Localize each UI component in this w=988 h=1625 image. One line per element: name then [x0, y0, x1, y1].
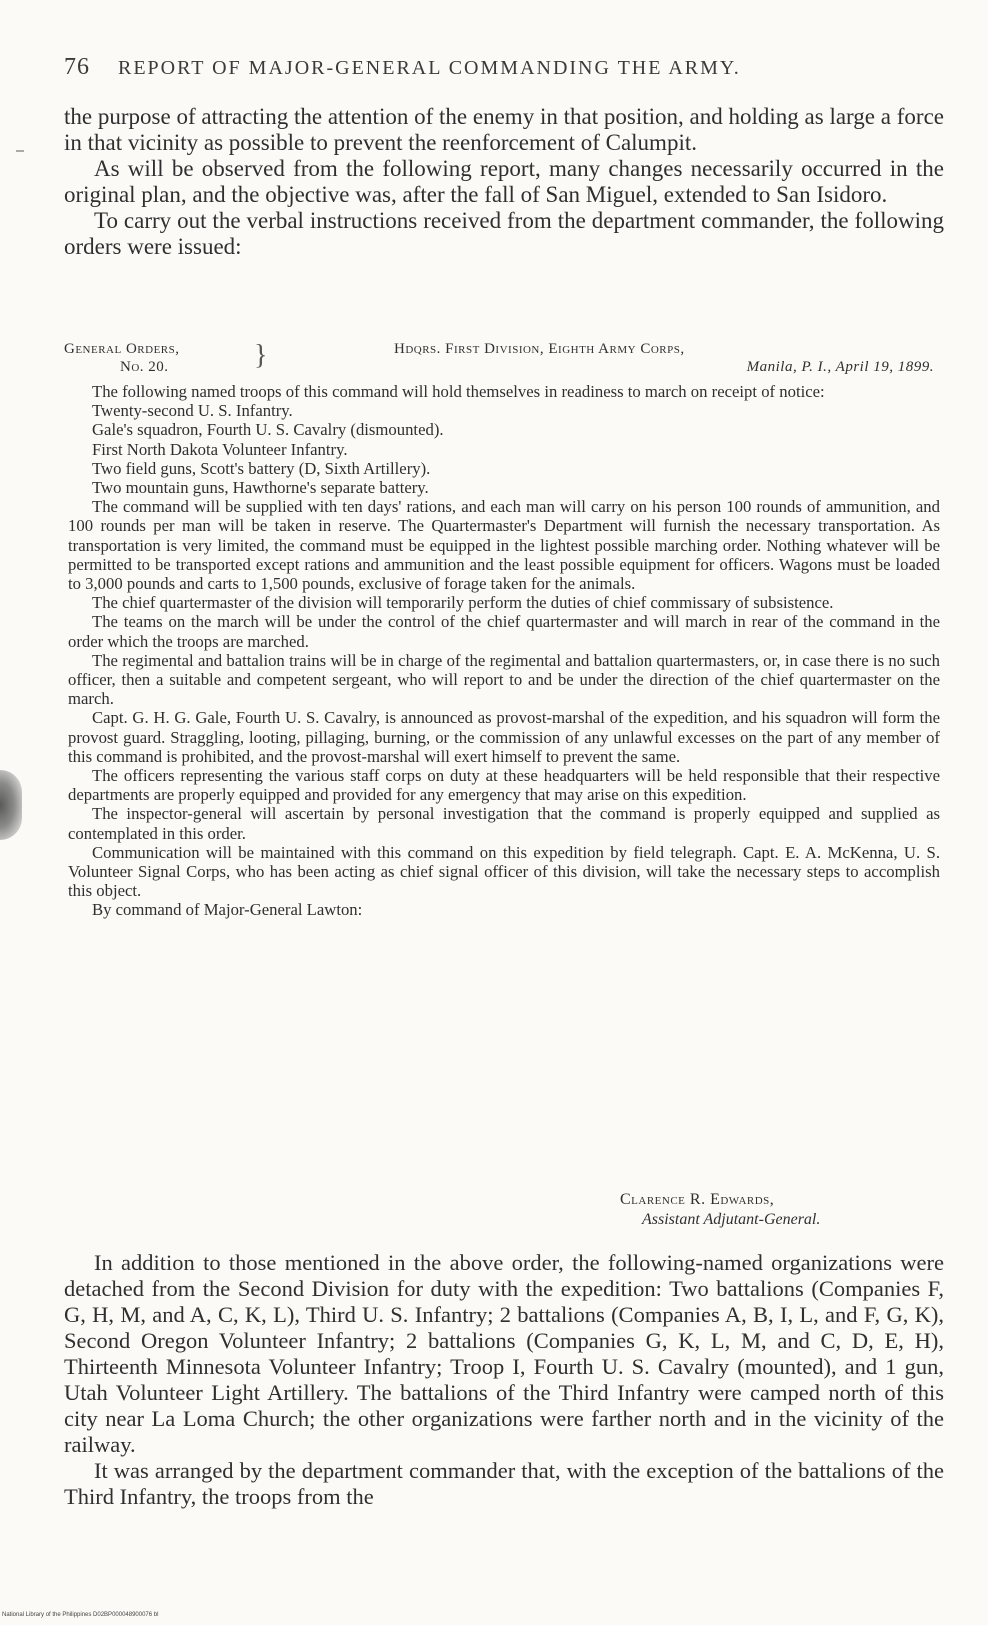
- signatory-name: Clarence R. Edwards,: [620, 1191, 775, 1208]
- intro-paragraph: As will be observed from the following report, many changes necessarily occurred in the original plan, and the objective was, after the fall of San Miguel, extended to San Isidoro.: [64, 156, 944, 207]
- brace-glyph: }: [254, 340, 268, 371]
- troop-list: [68, 401, 940, 497]
- troop-list-item: Two field guns, Scott's battery (D, Sixth Artillery).: [92, 458, 431, 478]
- general-order-body: [68, 382, 940, 920]
- troop-list-item: First North Dakota Volunteer Infantry.: [92, 439, 348, 459]
- order-paragraph: The following named troops of this command will hold themselves in readiness to march on receipt of notice:: [92, 382, 825, 401]
- order-number-block: [64, 340, 268, 376]
- order-headquarters-block: [394, 340, 944, 376]
- order-label: General Orders,: [64, 341, 180, 357]
- running-title: REPORT OF MAJOR-GENERAL COMMANDING THE ARMY.: [118, 57, 741, 79]
- signature-block: [620, 1190, 940, 1230]
- order-dateline: Manila, P. I., April 19, 1899.: [746, 359, 934, 375]
- signatory-title: Assistant Adjutant-General.: [642, 1211, 821, 1228]
- order-paragraph: The teams on the march will be under the control of the chief quartermaster and will march in rear of the command in the order which the troops are marched.: [68, 612, 940, 651]
- scan-thumb-shadow: [0, 770, 22, 840]
- margin-mark: [16, 150, 24, 152]
- troop-list-item: Gale's squadron, Fourth U. S. Cavalry (dismounted).: [92, 420, 444, 440]
- order-paragraph: The officers representing the various staff corps on duty at these headquarters will be held responsible that their respective departments are properly equipped and provided for any emergency that may arise on this expedition.: [68, 766, 940, 805]
- headquarters-line: Hdqrs. First Division, Eighth Army Corps,: [394, 341, 685, 357]
- troop-list-item: Two mountain guns, Hawthorne's separate battery.: [92, 478, 429, 498]
- order-number: No. 20.: [120, 359, 169, 375]
- order-paragraph: The chief quartermaster of the division will temporarily perform the duties of chief commissary of subsistence.: [92, 593, 834, 613]
- intro-text: [64, 104, 944, 260]
- order-paragraph: The command will be supplied with ten days' rations, and each man will carry on his person 100 rounds of ammunition, and 100 rounds per man will be taken in reserve. The Quartermaster's Department will furnish the necessary transportation. As transportation is very limited, the command must be equipped in the lightest possible marching order. Nothing whatever will be permitted to be transported except rations and ammunition and the least possible equipment for officers. Wagons must be loaded to 3,000 pounds and carts to 1,500 pounds, exclusive of forage taken for the animals.: [68, 497, 940, 594]
- order-paragraph: Communication will be maintained with this command on this expedition by field telegraph. Capt. E. A. McKenna, U. S. Volunteer Signal Corps, who has been acting as chief signal officer of this division, will take the necessary steps to accomplish this object.: [68, 842, 940, 901]
- order-paragraph: Capt. G. H. G. Gale, Fourth U. S. Cavalry, is announced as provost-marshal of the expedition, and his squadron will form the provost guard. Straggling, looting, pillaging, burning, or the commission of any unlawful excesses on the part of any member of this command is prohibited, and the provost-marshal will exert himself to prevent the same.: [68, 708, 940, 766]
- order-paragraph: The regimental and battalion trains will be in charge of the regimental and battalion quartermasters, or, in case there is no such officer, then a suitable and competent sergeant, who will report to and be under the direction of the chief quartermaster on the march.: [68, 650, 940, 709]
- order-paragraph: The inspector-general will ascertain by personal investigation that the command is properly equipped and supplied as contemplated in this order.: [68, 804, 940, 843]
- page-number: 76: [64, 54, 90, 80]
- intro-paragraph: the purpose of attracting the attention of the enemy in that position, and holding as large a force in that vicinity as possible to prevent the reenforcement of Calumpit.: [64, 104, 944, 155]
- troop-list-item: Twenty-second U. S. Infantry.: [92, 401, 293, 421]
- order-paragraph: By command of Major-General Lawton:: [92, 900, 363, 920]
- closing-paragraph: It was arranged by the department commander that, with the exception of the battalions of the Third Infantry, the troops from the: [64, 1458, 944, 1509]
- running-header: [64, 54, 944, 84]
- intro-paragraph: To carry out the verbal instructions received from the department commander, the following orders were issued:: [64, 208, 944, 259]
- closing-paragraph: In addition to those mentioned in the above order, the following-named organizations were detached from the Second Division for duty with the expedition: Two battalions (Companies F, G, H, M, and A, C, K, L), Third U. S. Infantry; 2 battalions (Companies A, B, I, L, and F, G, K), Second Oregon Volunteer Infantry; 2 battalions (Companies G, K, L, M, and C, D, E, H), Thirteenth Minnesota Volunteer Infantry; Troop I, Fourth U. S. Cavalry (mounted), and 1 gun, Utah Volunteer Light Artillery. The battalions of the Third Infantry were camped north of this city near La Loma Church; the other organizations were farther north and in the vicinity of the railway.: [64, 1250, 944, 1457]
- closing-text: [64, 1250, 944, 1510]
- scan-footer: National Library of the Philippines D02BP000048900076 bl: [2, 1612, 159, 1618]
- general-order-heading: [64, 340, 944, 380]
